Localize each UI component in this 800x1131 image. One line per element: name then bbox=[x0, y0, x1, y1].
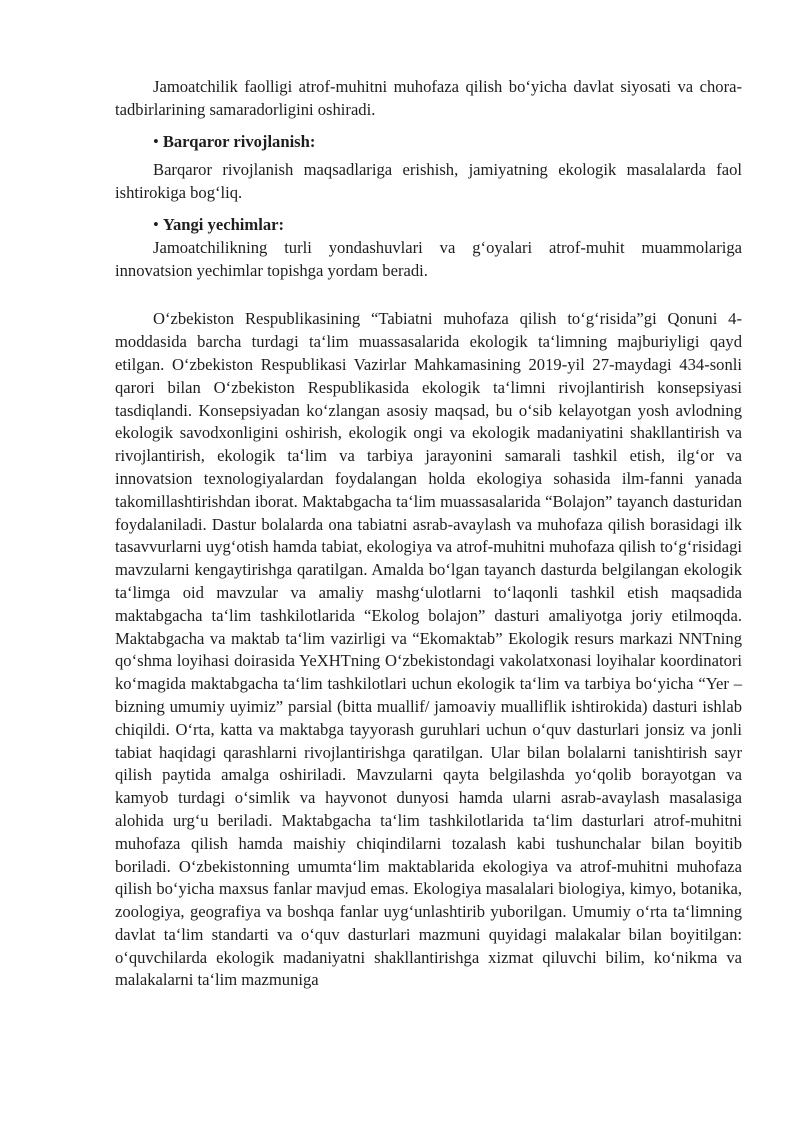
sustainable-development-paragraph: Barqaror rivojlanish maqsadlariga erishish, jamiyatning ekologik masalalarda faol ishtirokiga bog‘liq. bbox=[115, 160, 742, 203]
bullet-heading-text: Yangi yechimlar: bbox=[162, 214, 285, 234]
bullet-heading-sustainable-development bbox=[115, 131, 742, 154]
intro-paragraph: Jamoatchilik faolligi atrof-muhitni muhofaza qilish bo‘yicha davlat siyosati va chora-tadbirlarining samaradorligini oshiradi. bbox=[115, 77, 742, 119]
bullet-marker: • bbox=[153, 131, 159, 151]
bullet-heading-new-solutions bbox=[115, 214, 742, 237]
bullet-heading-text: Barqaror rivojlanish: bbox=[162, 131, 316, 151]
bullet-marker: • bbox=[153, 214, 159, 234]
new-solutions-paragraph: Jamoatchilikning turli yondashuvlari va g‘oyalari atrof-muhit muammolariga innovatsion yechimlar topishga yordam beradi. bbox=[115, 237, 742, 280]
section-spacer bbox=[115, 282, 742, 308]
main-body-paragraph: O‘zbekiston Respublikasining “Tabiatni muhofaza qilish to‘g‘risida”gi Qonuni 4-moddasida barcha turdagi ta‘lim muassasalarida ekologik ta‘limning majburiyligi qayd etilgan. O‘zbekiston Respublikasi Vazirlar Mahkamasining 2019-yil 27-maydagi 434-sonli qarori bilan O‘zbekiston Respublikasida ekologik ta‘limni rivojlantirish konsepsiyasi tasdiqlandi. Konsepsiyadan ko‘zlangan asosiy maqsad, bu o‘sib kelayotgan yosh avlodning ekologik savodxonligini oshirish, ekologik ongi va ekologik madaniyatini shakllantirish va rivojlantirish, ekologik ta‘lim va tarbiya jarayonini samarali tashkil etish, ilg‘or va innovatsion texnologiyalardan foydalangan holda ekologiya sohasida ilm-fanni yanada takomillashtirishdan iborat. Maktabgacha ta‘lim muassasalarida “Bolajon” tayanch dasturidan foydalaniladi. Dastur bolalarda ona tabiatni asrab-avaylash va muhofaza qilish borasidagi ilk tasavvurlarni uyg‘otish hamda tabiat, ekologiya va atrof-muhitni muhofaza qilish to‘g‘risidagi mavzularni kengaytirishga qaratilgan. Amalda bo‘lgan tayanch dasturda belgilangan ekologik ta‘limga oid mavzular va amaliy mashg‘ulotlarni to‘laqonli tashkil etish maqsadida maktabgacha ta‘lim tashkilotlarida “Ekolog bolajon” dasturi amaliyotga joriy etilmoqda. Maktabgacha va maktab ta‘lim vazirligi va “Ekomaktab” Ekologik resurs markazi NNTning qo‘shma loyihasi doirasida YeXHTning O‘zbekistondagi vakolatxonasi loyihalar koordinatori ko‘magida maktabgacha ta‘lim tashkilotlari uchun ekologik ta‘lim va tarbiya bo‘yicha “Yer – bizning umumiy uyimiz” parsial (bitta muallif/ jamoaviy mualliflik ishtirokida) dasturi ishlab chiqildi. O‘rta, katta va maktabga tayyorash guruhlari uchun o‘quv dasturlari jonsiz va jonli tabiat haqidagi qarashlarni rivojlantirishga qaratilgan. Ular bilan bolalarni tanishtirish sayr qilish paytida amalga oshiriladi. Mavzularni qayta belgilashda yo‘qolib borayotgan va kamyob turdagi o‘simlik va hayvonot dunyosi hamda ularni asrab-avaylash masalasiga alohida urg‘u beriladi. Maktabgacha ta‘lim tashkilotlarida ta‘lim dasturlari atrof-muhitni muhofaza qilish hamda maishiy chiqindilarni tozalash kabi tushunchalar bilan boyitib boriladi. O‘zbekistonning umumta‘lim maktablarida ekologiya va atrof-muhitni muhofaza qilish bo‘yicha maxsus fanlar mavjud emas. Ekologiya masalalari biologiya, kimyo, botanika, zoologiya, geografiya va boshqa fanlar uyg‘unlashtirib yuborilgan. Umumiy o‘rta ta‘limning davlat ta‘lim standarti va o‘quv dasturlari mazmuni quyidagi malakalar bilan boyitilgan: o‘quvchilarda ekologik madaniyatni shakllantirishga xizmat qiluvchi bilim, ko‘nikma va malakalarni ta‘lim mazmuniga bbox=[115, 309, 742, 990]
document-page bbox=[115, 76, 742, 992]
